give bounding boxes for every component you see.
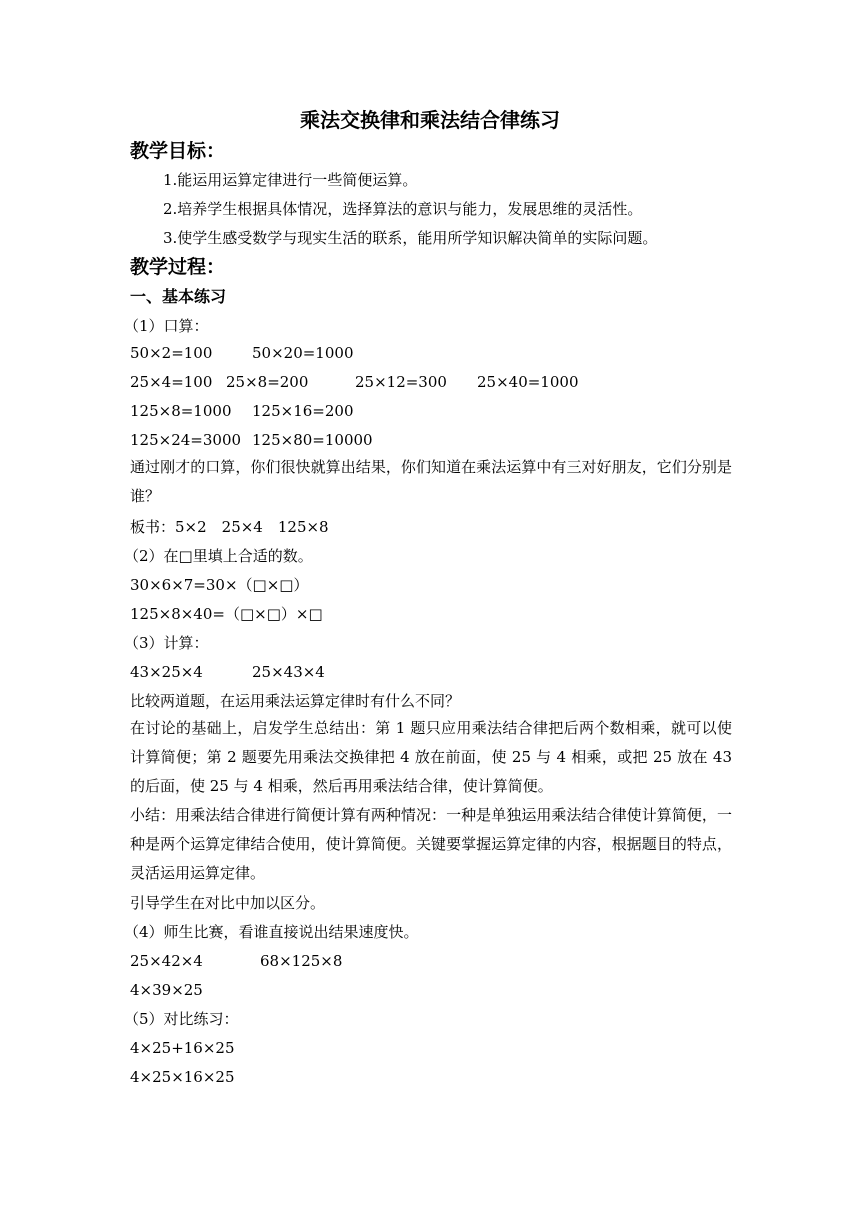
fill-blank-line: 125×8×40=（□×□）×□ <box>130 605 323 623</box>
guide-text: 引导学生在对比中加以区分。 <box>130 894 326 912</box>
goals-heading: 教学目标： <box>130 140 226 162</box>
calc-item: 25×43×4 <box>252 663 325 681</box>
race-item: 68×125×8 <box>260 952 343 970</box>
oral-calc-item: 50×20=1000 <box>252 344 354 362</box>
oral-calc-item: 25×40=1000 <box>477 373 579 391</box>
board-writing: 板书：5×2 25×4 125×8 <box>130 518 329 536</box>
question-label: （1）口算： <box>124 317 209 335</box>
oral-calc-item: 25×12=300 <box>355 373 447 391</box>
goal-item: 2.培养学生根据具体情况，选择算法的意识与能力，发展思维的灵活性。 <box>163 200 643 218</box>
page-title: 乘法交换律和乘法结合律练习 <box>300 108 560 132</box>
oral-calc-row <box>130 399 730 423</box>
section-heading: 一、基本练习 <box>130 287 227 306</box>
oral-calc-item: 25×8=200 <box>226 373 309 391</box>
oral-calc-row <box>130 341 730 365</box>
oral-calc-item: 125×24=3000 <box>130 431 242 449</box>
question-text: 比较两道题，在运用乘法运算定律时有什么不同？ <box>130 692 461 710</box>
goal-item: 3.使学生感受数学与现实生活的联系，能用所学知识解决简单的实际问题。 <box>163 229 658 247</box>
oral-calc-row <box>130 428 730 452</box>
fill-blank-line: 30×6×7=30×（□×□） <box>130 576 309 594</box>
race-row <box>130 949 730 973</box>
oral-calc-row <box>130 370 730 394</box>
race-item: 25×42×4 <box>130 952 203 970</box>
question-label: （4）师生比赛，看谁直接说出结果速度快。 <box>124 923 419 941</box>
oral-calc-item: 50×2=100 <box>130 344 213 362</box>
question-label: （3）计算： <box>124 634 209 652</box>
paragraph: 通过刚才的口算，你们很快就算出结果，你们知道在乘法运算中有三对好朋友，它们分别是谁？ <box>130 458 732 505</box>
calc-row <box>130 660 730 684</box>
compare-line: 4×25×16×25 <box>130 1068 235 1086</box>
race-item: 4×39×25 <box>130 981 203 999</box>
calc-item: 43×25×4 <box>130 663 203 681</box>
oral-calc-item: 125×8=1000 <box>130 402 232 420</box>
summary-paragraph: 小结：用乘法结合律进行简便计算有两种情况：一种是单独运用乘法结合律使计算简便，一种是两个运算定律结合使用，使计算简便。关键要掌握运算定律的内容，根据题目的特点，灵活运用运算定律。 <box>130 806 732 882</box>
oral-calc-item: 125×80=10000 <box>252 431 373 449</box>
process-heading: 教学过程： <box>130 256 226 278</box>
paragraph: 在讨论的基础上，启发学生总结出：第 1 题只应用乘法结合律把后两个数相乘，就可以使计算简便；第 2 题要先用乘法交换律把 4 放在前面，使 25 与 4 相乘，或把 25 放在 43 的后面，使 25 与 4 相乘，然后再用乘法结合律，使计算简便。 <box>130 719 732 795</box>
question-label: （2）在□里填上合适的数。 <box>124 547 313 565</box>
oral-calc-item: 25×4=100 <box>130 373 213 391</box>
goal-item: 1.能运用运算定律进行一些简便运算。 <box>163 171 418 189</box>
question-label: （5）对比练习： <box>124 1010 239 1028</box>
oral-calc-item: 125×16=200 <box>252 402 354 420</box>
compare-line: 4×25+16×25 <box>130 1039 235 1057</box>
